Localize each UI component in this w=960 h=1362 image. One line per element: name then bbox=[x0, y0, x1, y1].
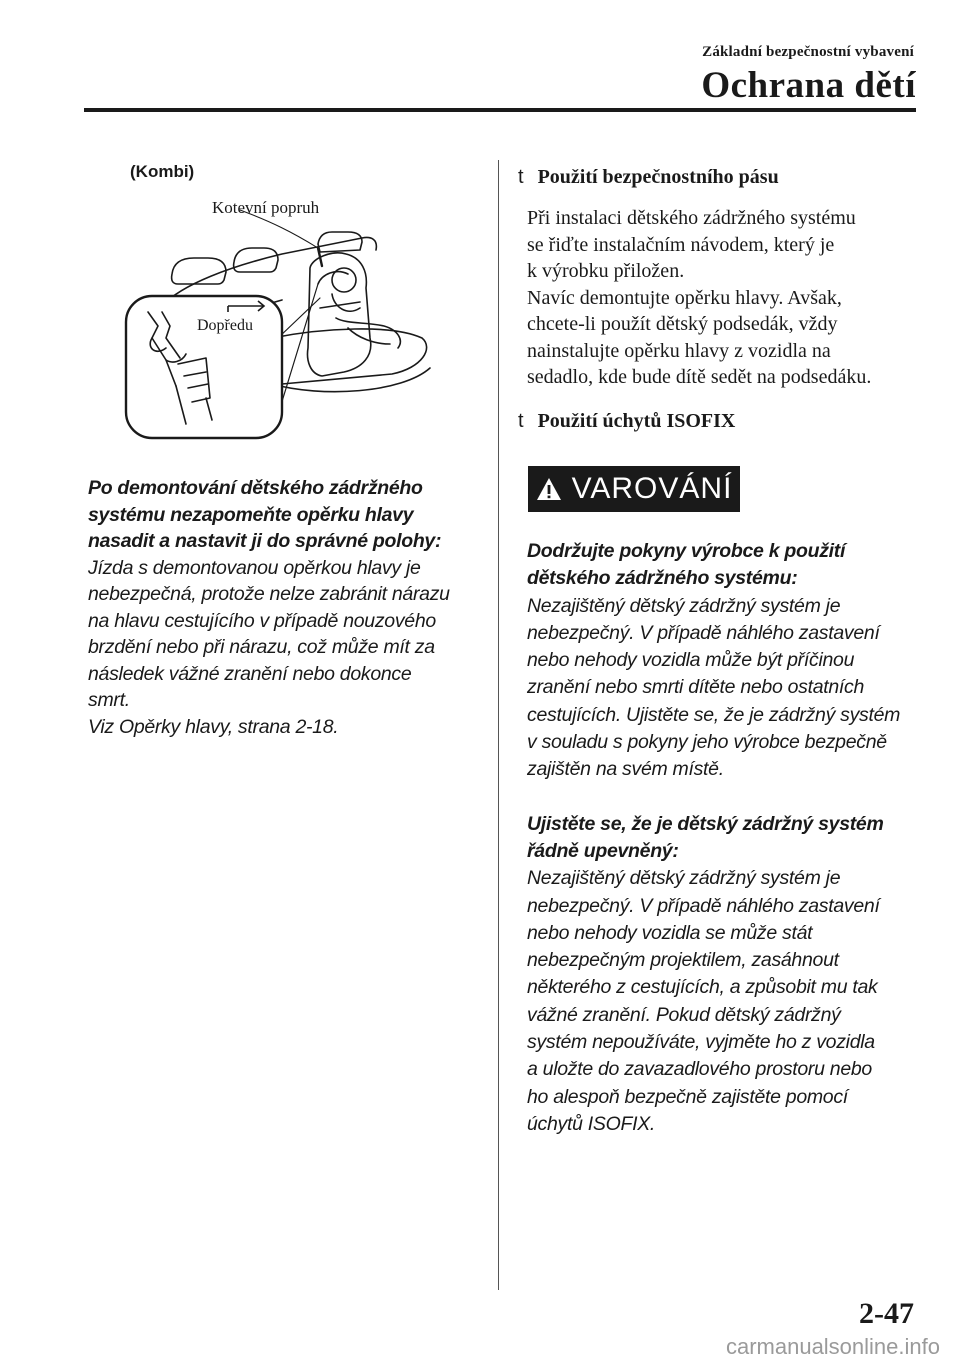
warning-lead-line: dětského zádržného systému: bbox=[527, 567, 798, 590]
warning-body-line: cestujících. Ujistěte se, že je zádržný systém bbox=[527, 703, 901, 726]
warning-body-line: nebezpečný. V případě náhlého zastavení bbox=[527, 621, 880, 644]
section-heading-isofix bbox=[518, 409, 735, 433]
warning-body-line: nebezpečný. V případě náhlého zastavení bbox=[527, 894, 880, 917]
warning-body-line: systém nepoužíváte, vyjměte ho z vozidla bbox=[527, 1031, 875, 1054]
body-line: se řiďte instalačním návodem, který je bbox=[527, 233, 835, 256]
page-number: 2-47 bbox=[859, 1297, 914, 1330]
warning-lead-line: nasadit a nastavit ji do správné polohy: bbox=[88, 530, 442, 552]
headrest-warning bbox=[88, 475, 478, 740]
warning-body-line: Nezajištěný dětský zádržný systém je bbox=[527, 594, 841, 617]
warning-body-line: Jízda s demontovanou opěrkou hlavy je bbox=[88, 556, 421, 579]
warning-badge bbox=[528, 466, 740, 512]
warning-body-line: ho alespoň bezpečně zajistěte pomocí bbox=[527, 1085, 848, 1108]
warning-body-line: a uložte do zavazadlového prostoru nebo bbox=[527, 1058, 872, 1081]
warning-triangle-icon bbox=[536, 477, 562, 501]
body-line: nainstalujte opěrku hlavy z vozidla na bbox=[527, 339, 831, 362]
warning-body-line: nebo nehody vozidla se může stát bbox=[527, 921, 813, 944]
child-seat-illustration bbox=[122, 188, 442, 450]
warning-label: VAROVÁNÍ bbox=[571, 472, 733, 505]
warning-lead-line: Po demontování dětského zádržného bbox=[88, 477, 423, 499]
warning-body-line: zranění nebo smrti dítěte nebo ostatních bbox=[527, 676, 865, 699]
warning-body-line: Viz Opěrky hlavy, strana 2-18. bbox=[88, 715, 339, 738]
warning-body-line: Nezajištěný dětský zádržný systém je bbox=[527, 867, 841, 890]
column-divider bbox=[498, 160, 499, 1290]
running-header-section: Základní bezpečnostní vybavení bbox=[702, 44, 914, 60]
warning-body-line: nebo nehody vozidla může být příčinou bbox=[527, 649, 855, 672]
section-bullet-icon: t bbox=[518, 166, 524, 188]
body-line: chcete-li použít dětský podsedák, vždy bbox=[527, 313, 838, 335]
header-rule bbox=[84, 108, 916, 112]
isofix-warnings bbox=[527, 538, 927, 1138]
body-line: k výrobku přiložen. bbox=[527, 260, 685, 282]
warning-lead-line: Ujistěte se, že je dětský zádržný systém bbox=[527, 812, 884, 835]
figure-label: (Kombi) bbox=[130, 162, 195, 181]
warning-lead-line: Dodržujte pokyny výrobce k použití bbox=[527, 540, 846, 562]
callout-forward: Dopředu bbox=[197, 317, 253, 334]
seat-belt-instructions bbox=[527, 205, 927, 391]
section-heading-text: Použití úchytů ISOFIX bbox=[537, 410, 736, 432]
footer-watermark: carmanualsonline.info bbox=[725, 1334, 940, 1359]
warning-body-line: vážné zranění. Pokud dětský zádržný bbox=[527, 1003, 841, 1026]
body-line: Při instalaci dětského zádržného systému bbox=[527, 207, 856, 229]
warning-body-line: úchytů ISOFIX. bbox=[527, 1112, 656, 1135]
warning-body-line: na hlavu cestujícího v případě nouzového bbox=[88, 609, 436, 632]
section-bullet-icon: t bbox=[518, 410, 524, 432]
warning-lead-line: systému nezapomeňte opěrku hlavy bbox=[88, 503, 414, 526]
warning-body-line: zajištěn na svém místě. bbox=[527, 758, 724, 781]
callout-anchor-strap: Kotevní popruh bbox=[212, 198, 320, 217]
body-line: Navíc demontujte opěrku hlavy. Avšak, bbox=[527, 286, 842, 309]
warning-body-line: nebezpečná, protože nelze zabránit nárazu bbox=[88, 583, 450, 605]
warning-body-line: nebezpečným projektilem, zasáhnout bbox=[527, 949, 839, 972]
page-title: Ochrana dětí bbox=[701, 65, 916, 106]
section-heading-text: Použití bezpečnostního pásu bbox=[537, 166, 779, 188]
warning-body-line: smrt. bbox=[88, 689, 130, 711]
warning-body-line: brzdění nebo při nárazu, což může mít za bbox=[88, 636, 435, 658]
body-line: sedadlo, kde bude dítě sedět na podsedáku. bbox=[527, 366, 872, 388]
paragraph-gap bbox=[527, 784, 927, 811]
warning-body-line: následek vážné zranění nebo dokonce bbox=[88, 662, 412, 685]
warning-lead-line: řádně upevněný: bbox=[527, 839, 679, 862]
warning-body-line: v souladu s pokyny jeho výrobce bezpečně bbox=[527, 731, 887, 754]
section-heading-seat-belt bbox=[518, 165, 779, 189]
warning-body-line: některého z cestujících, a způsobit mu tak bbox=[527, 976, 878, 999]
